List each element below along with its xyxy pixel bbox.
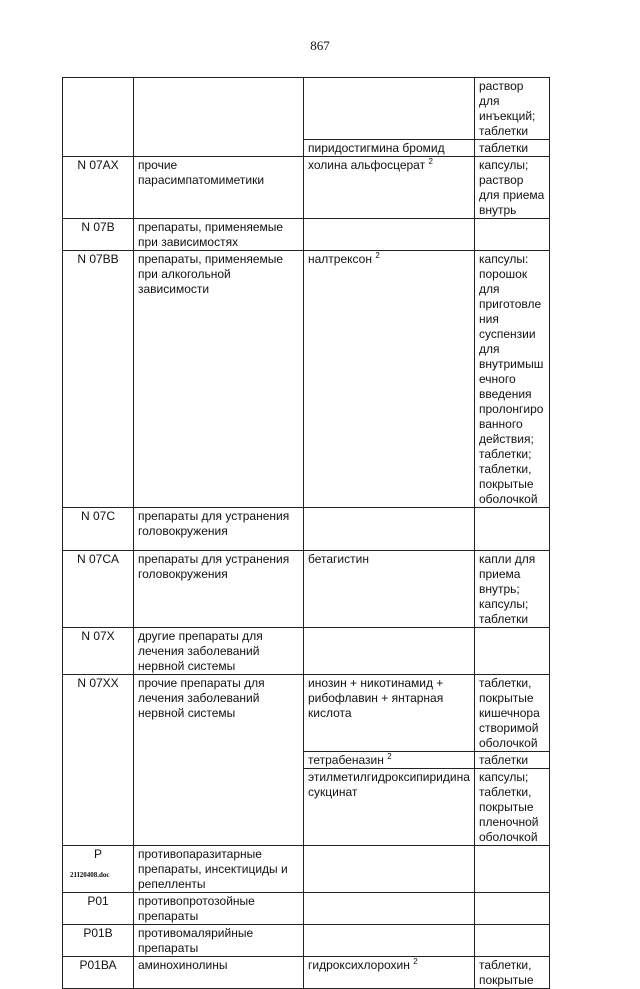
dosage-forms-cell (475, 219, 550, 251)
table-body (63, 78, 550, 989)
atc-code-cell: N 07CA (63, 551, 134, 628)
group-name-cell (134, 78, 304, 157)
group-name-cell: препараты, применяемые при алкогольной зависимости (134, 251, 304, 508)
table-row (63, 628, 550, 675)
atc-code-cell (63, 78, 134, 157)
drug-name-cell (304, 78, 475, 140)
group-name-cell: прочие препараты для лечения заболеваний нервной системы (134, 675, 304, 846)
drug-name: налтрексон (308, 252, 372, 266)
atc-code-cell: N 07BB (63, 251, 134, 508)
group-name-cell: препараты для устранения головокружения (134, 551, 304, 628)
table-row (63, 957, 550, 989)
drug-name-cell (304, 551, 475, 628)
group-name-cell: противопротозойные препараты (134, 893, 304, 925)
group-name-cell: аминохинолины (134, 957, 304, 989)
atc-code-cell: Р01ВА (63, 957, 134, 989)
drug-name-cell (304, 140, 475, 157)
group-name-cell: прочие парасимпатомиметики (134, 157, 304, 219)
atc-code-cell: N 07X (63, 628, 134, 675)
drug-name-cell (304, 752, 475, 769)
page-number: 867 (310, 38, 330, 53)
group-name-cell: препараты для устранения головокружения (134, 508, 304, 551)
table-row (63, 893, 550, 925)
drug-name-cell (304, 957, 475, 989)
atc-code-cell: Р (63, 846, 134, 893)
drug-table (62, 77, 550, 989)
footer-filename: 21I20408.doc (70, 871, 110, 879)
table-row (63, 251, 550, 508)
table-row (63, 219, 550, 251)
footnote-marker: 2 (375, 251, 380, 260)
footnote-marker: 2 (413, 957, 418, 966)
drug-name-cell (304, 769, 475, 846)
dosage-forms-cell: таблетки (475, 140, 550, 157)
dosage-forms-cell (475, 893, 550, 925)
table-row (63, 78, 550, 140)
dosage-forms-cell (475, 508, 550, 551)
drug-name: бетагистин (308, 552, 369, 566)
drug-name-cell (304, 925, 475, 957)
drug-name-cell (304, 628, 475, 675)
atc-code-cell: N 07C (63, 508, 134, 551)
drug-name-cell (304, 508, 475, 551)
drug-name: холина альфосцерат (308, 158, 426, 172)
dosage-forms-cell: капли для приема внутрь; капсулы; таблетки (475, 551, 550, 628)
drug-name-cell (304, 675, 475, 752)
dosage-forms-cell (475, 846, 550, 893)
dosage-forms-cell: таблетки, покрытые кишечнорастворимой оболочкой (475, 675, 550, 752)
drug-name-cell (304, 157, 475, 219)
dosage-forms-cell (475, 628, 550, 675)
table-row (63, 846, 550, 893)
group-name-cell: противомалярийные препараты (134, 925, 304, 957)
drug-name: тетрабеназин (308, 753, 384, 767)
dosage-forms-cell: капсулы; таблетки, покрытые пленочной оболочкой (475, 769, 550, 846)
dosage-forms-cell (475, 925, 550, 957)
group-name-cell: противопаразитарные препараты, инсектициды и репелленты (134, 846, 304, 893)
drug-name-cell (304, 251, 475, 508)
table-row (63, 925, 550, 957)
atc-code-cell: N 07B (63, 219, 134, 251)
group-name-cell: другие препараты для лечения заболеваний нервной системы (134, 628, 304, 675)
dosage-forms-cell: таблетки, покрытые (475, 957, 550, 989)
drug-name-cell (304, 219, 475, 251)
drug-name: этилметилгидроксипиридина сукцинат (308, 770, 470, 799)
drug-name: пиридостигмина бромид (308, 141, 445, 155)
table-row (63, 508, 550, 551)
table-row (63, 675, 550, 752)
atc-code-cell: Р01В (63, 925, 134, 957)
drug-name-cell (304, 846, 475, 893)
drug-name: гидроксихлорохин (308, 958, 410, 972)
dosage-forms-cell: раствор для инъекций; таблетки (475, 78, 550, 140)
table-row (63, 157, 550, 219)
drug-name: инозин + никотинамид + рибофлавин + янтарная кислота (308, 676, 444, 720)
footnote-marker: 2 (387, 752, 392, 761)
atc-code-cell: N 07AX (63, 157, 134, 219)
table-row (63, 551, 550, 628)
dosage-forms-cell: капсулы: порошок для приготовления суспензии для внутримышечного введения пролонгированного действия; таблетки; таблетки, покрытые оболочкой (475, 251, 550, 508)
dosage-forms-cell: капсулы; раствор для приема внутрь (475, 157, 550, 219)
atc-code-cell: N 07XX (63, 675, 134, 846)
dosage-forms-cell: таблетки (475, 752, 550, 769)
group-name-cell: препараты, применяемые при зависимостях (134, 219, 304, 251)
atc-code-cell: Р01 (63, 893, 134, 925)
footnote-marker: 2 (428, 157, 433, 166)
drug-name-cell (304, 893, 475, 925)
